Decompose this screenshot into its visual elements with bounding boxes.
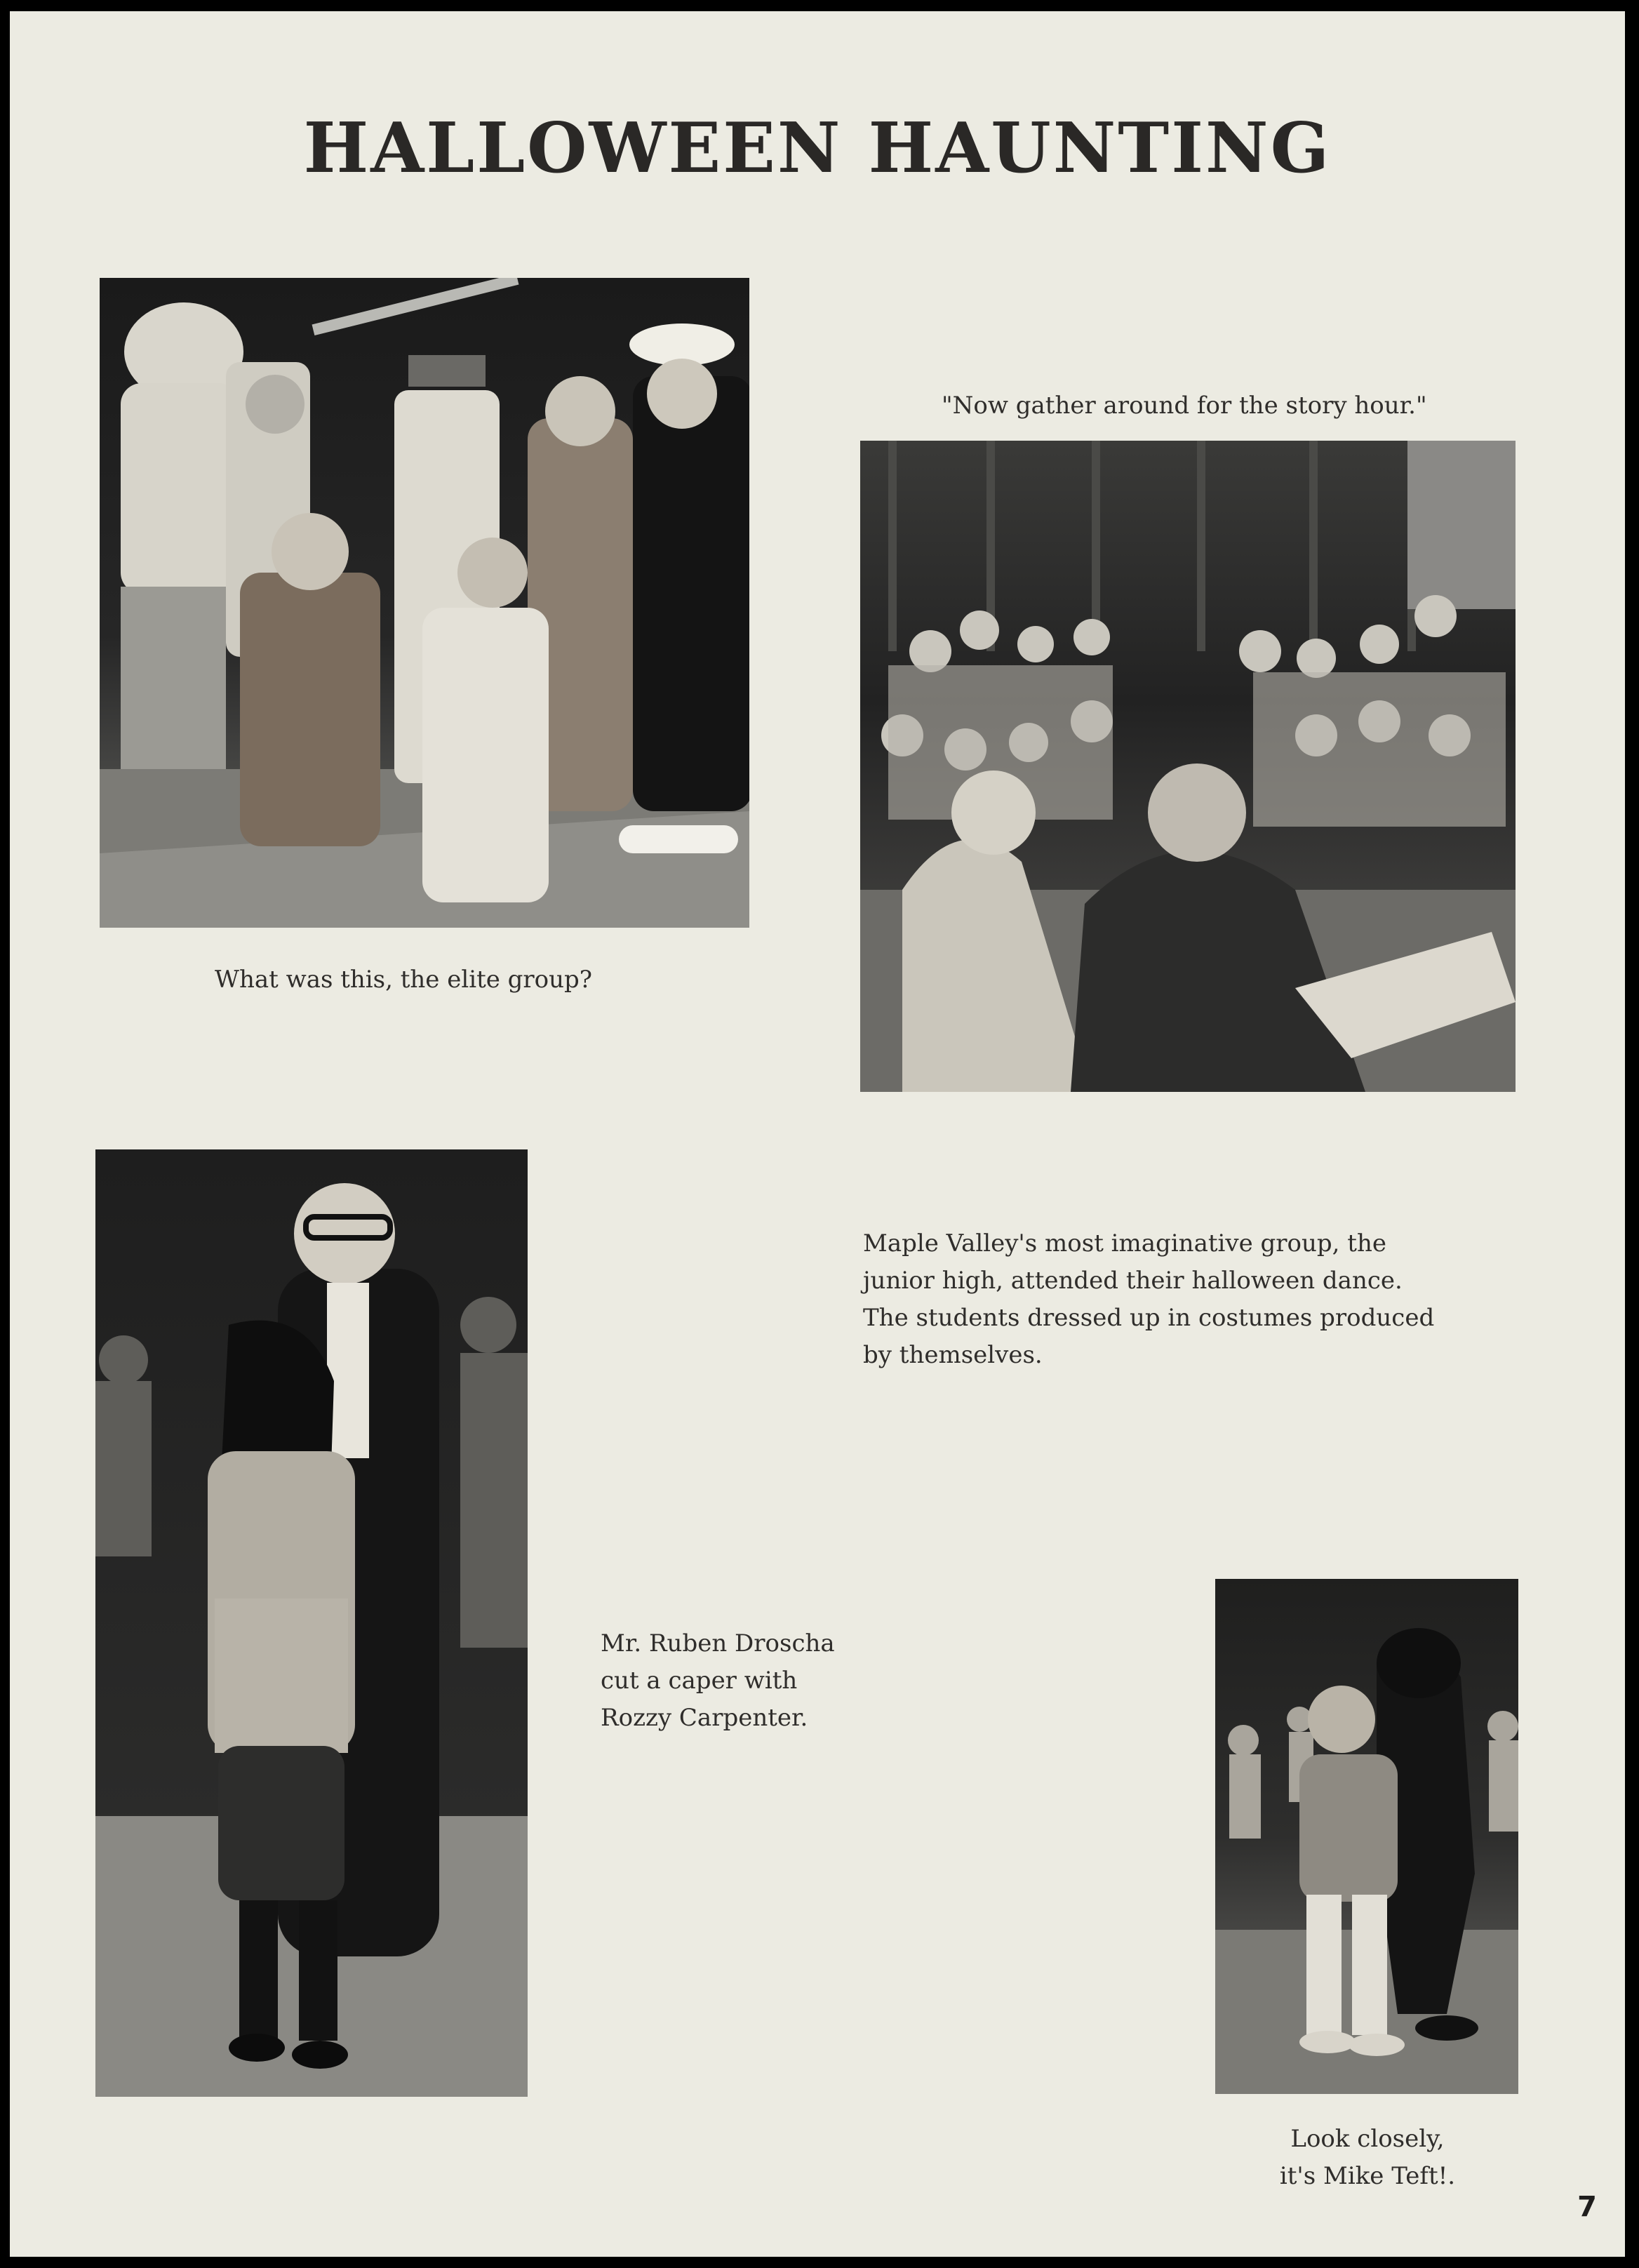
caption-costume-group: What was this, the elite group?: [215, 966, 593, 994]
photo-dance-couple: [95, 1149, 528, 2097]
photo-masked-dancer: [1215, 1579, 1518, 2094]
caption-line: Rozzy Carpenter.: [601, 1704, 808, 1732]
photo-story-hour: [860, 441, 1516, 1092]
page-number: 7: [1577, 2191, 1597, 2223]
photo-costume-group: [100, 278, 749, 928]
caption-line: cut a caper with: [601, 1667, 798, 1695]
caption-story-hour: "Now gather around for the story hour.": [942, 392, 1427, 420]
story-line: The students dressed up in costumes produced: [863, 1304, 1435, 1332]
yearbook-page: [10, 11, 1625, 2257]
story-line: by themselves.: [863, 1341, 1043, 1369]
story-line: Maple Valley's most imaginative group, the: [863, 1229, 1386, 1258]
caption-masked-dancer: [1203, 2121, 1532, 2195]
caption-line: it's Mike Teft!.: [1279, 2162, 1456, 2190]
caption-line: Look closely,: [1290, 2125, 1445, 2153]
caption-line: Mr. Ruben Droscha: [601, 1629, 835, 1657]
story-text: [863, 1225, 1434, 1374]
caption-dance-couple: [601, 1625, 835, 1737]
story-line: junior high, attended their halloween dance.: [863, 1267, 1403, 1295]
page-title: HALLOWEEN HAUNTING: [303, 108, 1332, 189]
